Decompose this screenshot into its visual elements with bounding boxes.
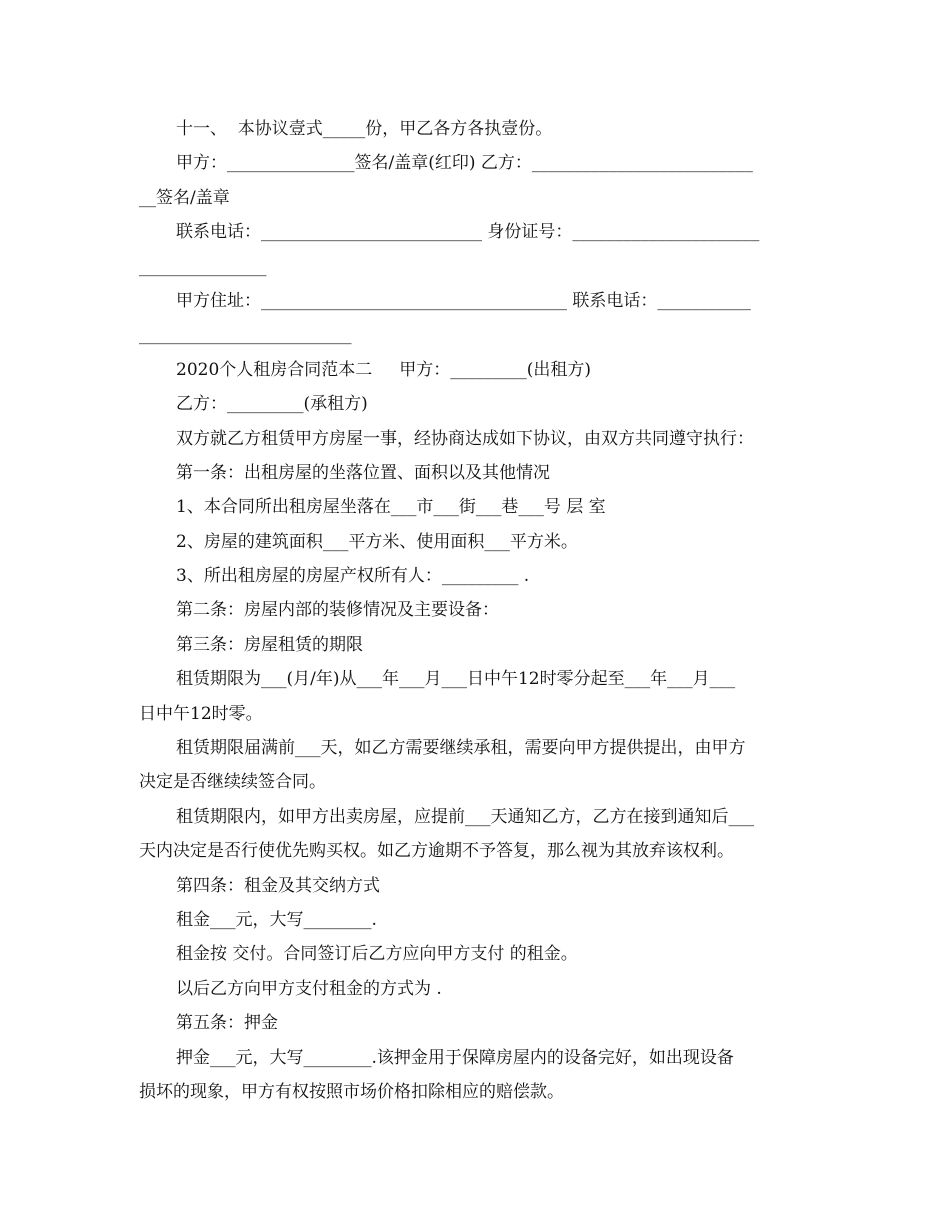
preemptive-right-paragraph: 租赁期限内，如甲方出卖房屋，应提前___天通知乙方，乙方在接到通知后___	[176, 806, 754, 827]
article-one-item-1: 1、本合同所出租房屋坐落在___市___街___巷___号 层 室	[176, 497, 606, 518]
deposit-continuation: 损坏的现象，甲方有权按照市场价格扣除相应的赔偿款。	[139, 1081, 564, 1102]
article-five-heading: 第五条：押金	[176, 1013, 278, 1034]
contract-body	[139, 112, 813, 1109]
agreement-intro: 双方就乙方租赁甲方房屋一事，经协商达成如下协议，由双方共同遵守执行：	[176, 428, 754, 449]
article-one-item-2: 2、房屋的建筑面积___平方米、使用面积___平方米。	[176, 531, 578, 552]
article-one-heading: 第一条：出租房屋的坐落位置、面积以及其他情况	[176, 462, 550, 483]
article-one-item-3: 3、所出租房屋的房屋产权所有人：_________ .	[176, 566, 530, 587]
deposit-paragraph: 押金___元，大写________.该押金用于保障房屋内的设备完好，如出现设备	[176, 1047, 734, 1068]
party-b-signature-line: __签名/盖章	[139, 187, 230, 208]
contact-phone-id-line: 联系电话：__________________________ 身份证号：______________________	[176, 222, 760, 243]
preemptive-right-continuation: 天内决定是否行使优先购买权。如乙方逾期不予答复，那么视为其放弃该权利。	[139, 841, 734, 862]
rent-payment-line: 租金按 交付。合同签订后乙方应向甲方支付 的租金。	[176, 944, 578, 965]
contact-phone-continuation: _________________________	[139, 325, 352, 346]
lease-term-continuation: 日中午12时零。	[139, 703, 263, 724]
article-three-heading: 第三条：房屋租赁的期限	[176, 634, 363, 655]
id-number-continuation: _______________	[139, 256, 267, 277]
lease-renewal-paragraph: 租赁期限届满前___天，如乙方需要继续承租，需要向甲方提供提出，由甲方	[176, 738, 746, 759]
lease-term-paragraph: 租赁期限为___(月/年)从___年___月___日中午12时零分起至___年___月___	[176, 669, 736, 690]
party-b-line: 乙方：_________(承租方)	[176, 394, 368, 415]
party-a-address-line: 甲方住址：____________________________________ 联系电话：___________	[176, 290, 751, 311]
article-four-heading: 第四条：租金及其交纳方式	[176, 875, 380, 896]
rent-method-line: 以后乙方向甲方支付租金的方式为 .	[176, 978, 442, 999]
sample-two-heading: 2020个人租房合同范本二 甲方：_________(出租方)	[176, 359, 592, 380]
party-a-signature-line: 甲方：_______________签名/盖章(红印) 乙方：__________________________	[176, 153, 753, 174]
rent-amount-line: 租金___元，大写________.	[176, 909, 377, 930]
article-two-heading: 第二条：房屋内部的装修情况及主要设备：	[176, 600, 499, 621]
clause-eleven: 十一、 本协议壹式_____份，甲乙各方各执壹份。	[176, 119, 553, 139]
lease-renewal-continuation: 决定是否继续续签合同。	[139, 772, 326, 793]
